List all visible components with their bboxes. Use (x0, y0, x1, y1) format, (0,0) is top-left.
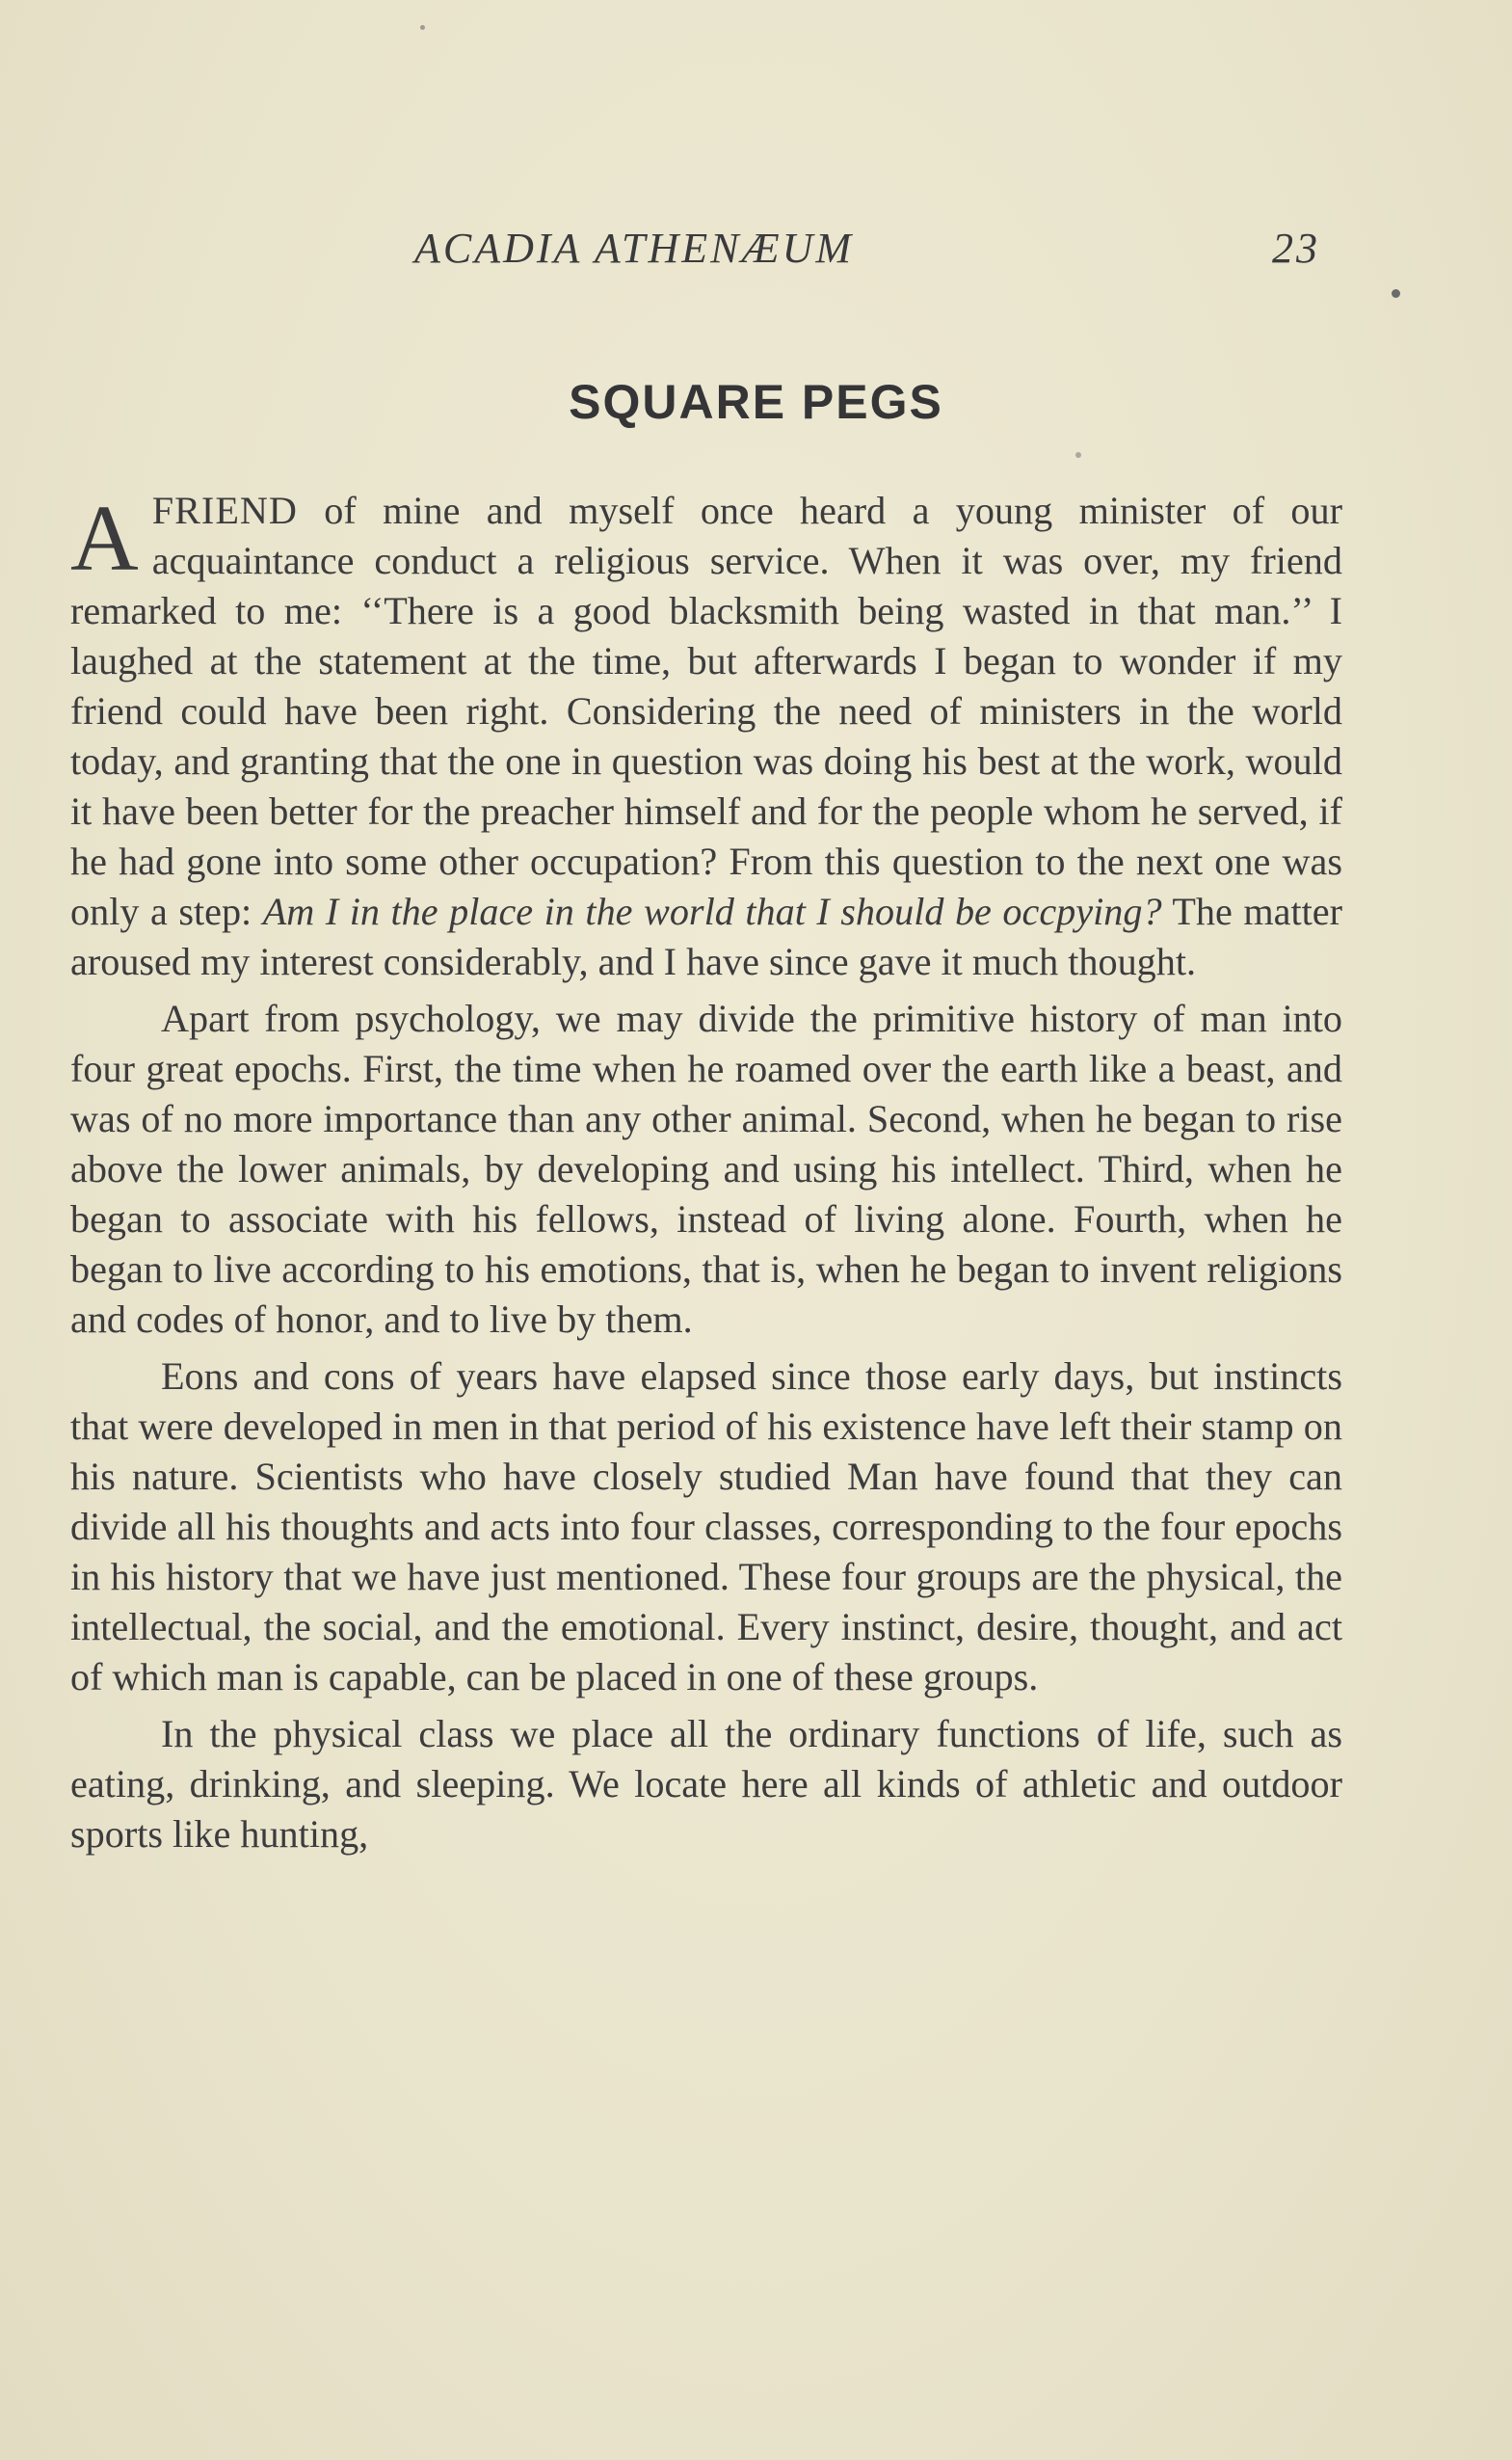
ink-speck (1392, 289, 1400, 298)
paragraph-2: Apart from psychology, we may divide the primitive history of man into four great epochs. First, the time when he roamed over the earth like a beast, and was of no more importance than any other animal. Second, when he began to rise above the lower animals, by developing and using his intellect. Third, when he began to associate with his fellows, instead of living alone. Fourth, when he began to live according to his emotions, that is, when he began to invent religions and codes of honor, and to live by them. (70, 997, 1342, 1341)
page-number: 23 (1272, 225, 1320, 272)
paragraph-1-text-a: of mine and myself once heard a young minister of our acquaintance conduct a religious service. When it was over, my friend remarked to me: ‘‘There is a good blacksmith being wasted in that man.’’ I laughed at the statement at the time, but afterwards I began to wonder if my friend could have been right. Considering the need of ministers in the world today, and granting that the one in question was doing his best at the work, would it have been better for the preacher himself and for the people whom he served, if he had gone into some other occupation? From this question to the next one was only a step: (70, 489, 1342, 933)
drop-cap: A (70, 487, 139, 591)
article-title: SQUARE PEGS (569, 375, 943, 429)
paragraph-1-text-b: The matter aroused my interest considerably, and I have since gave it much thought. (70, 890, 1342, 983)
running-head (414, 224, 1320, 281)
article-body (70, 486, 1342, 1866)
paragraph-1 (70, 486, 1342, 987)
lead-word: FRIEND (151, 489, 298, 532)
paragraph-1-italic-question: Am I in the place in the world that I should be occpying? (262, 890, 1162, 933)
journal-title: ACADIA ATHENÆUM (414, 225, 855, 272)
ink-speck (1075, 452, 1081, 458)
paragraph-3: Eons and cons of years have elapsed since those early days, but instincts that were developed in men in that period of his existence have left their stamp on his nature. Scientists who have closely studied Man have found that they can divide all his thoughts and acts into four classes, corresponding to the four epochs in his history that we have just mentioned. These four groups are the physical, the intellectual, the social, and the emotional. Every instinct, desire, thought, and act of which man is capable, can be placed in one of these groups. (70, 1354, 1342, 1698)
paragraph-4: In the physical class we place all the ordinary functions of life, such as eating, drinking, and sleeping. We locate here all kinds of athletic and outdoor sports like hunting, (70, 1712, 1342, 1856)
ink-speck (420, 25, 425, 30)
